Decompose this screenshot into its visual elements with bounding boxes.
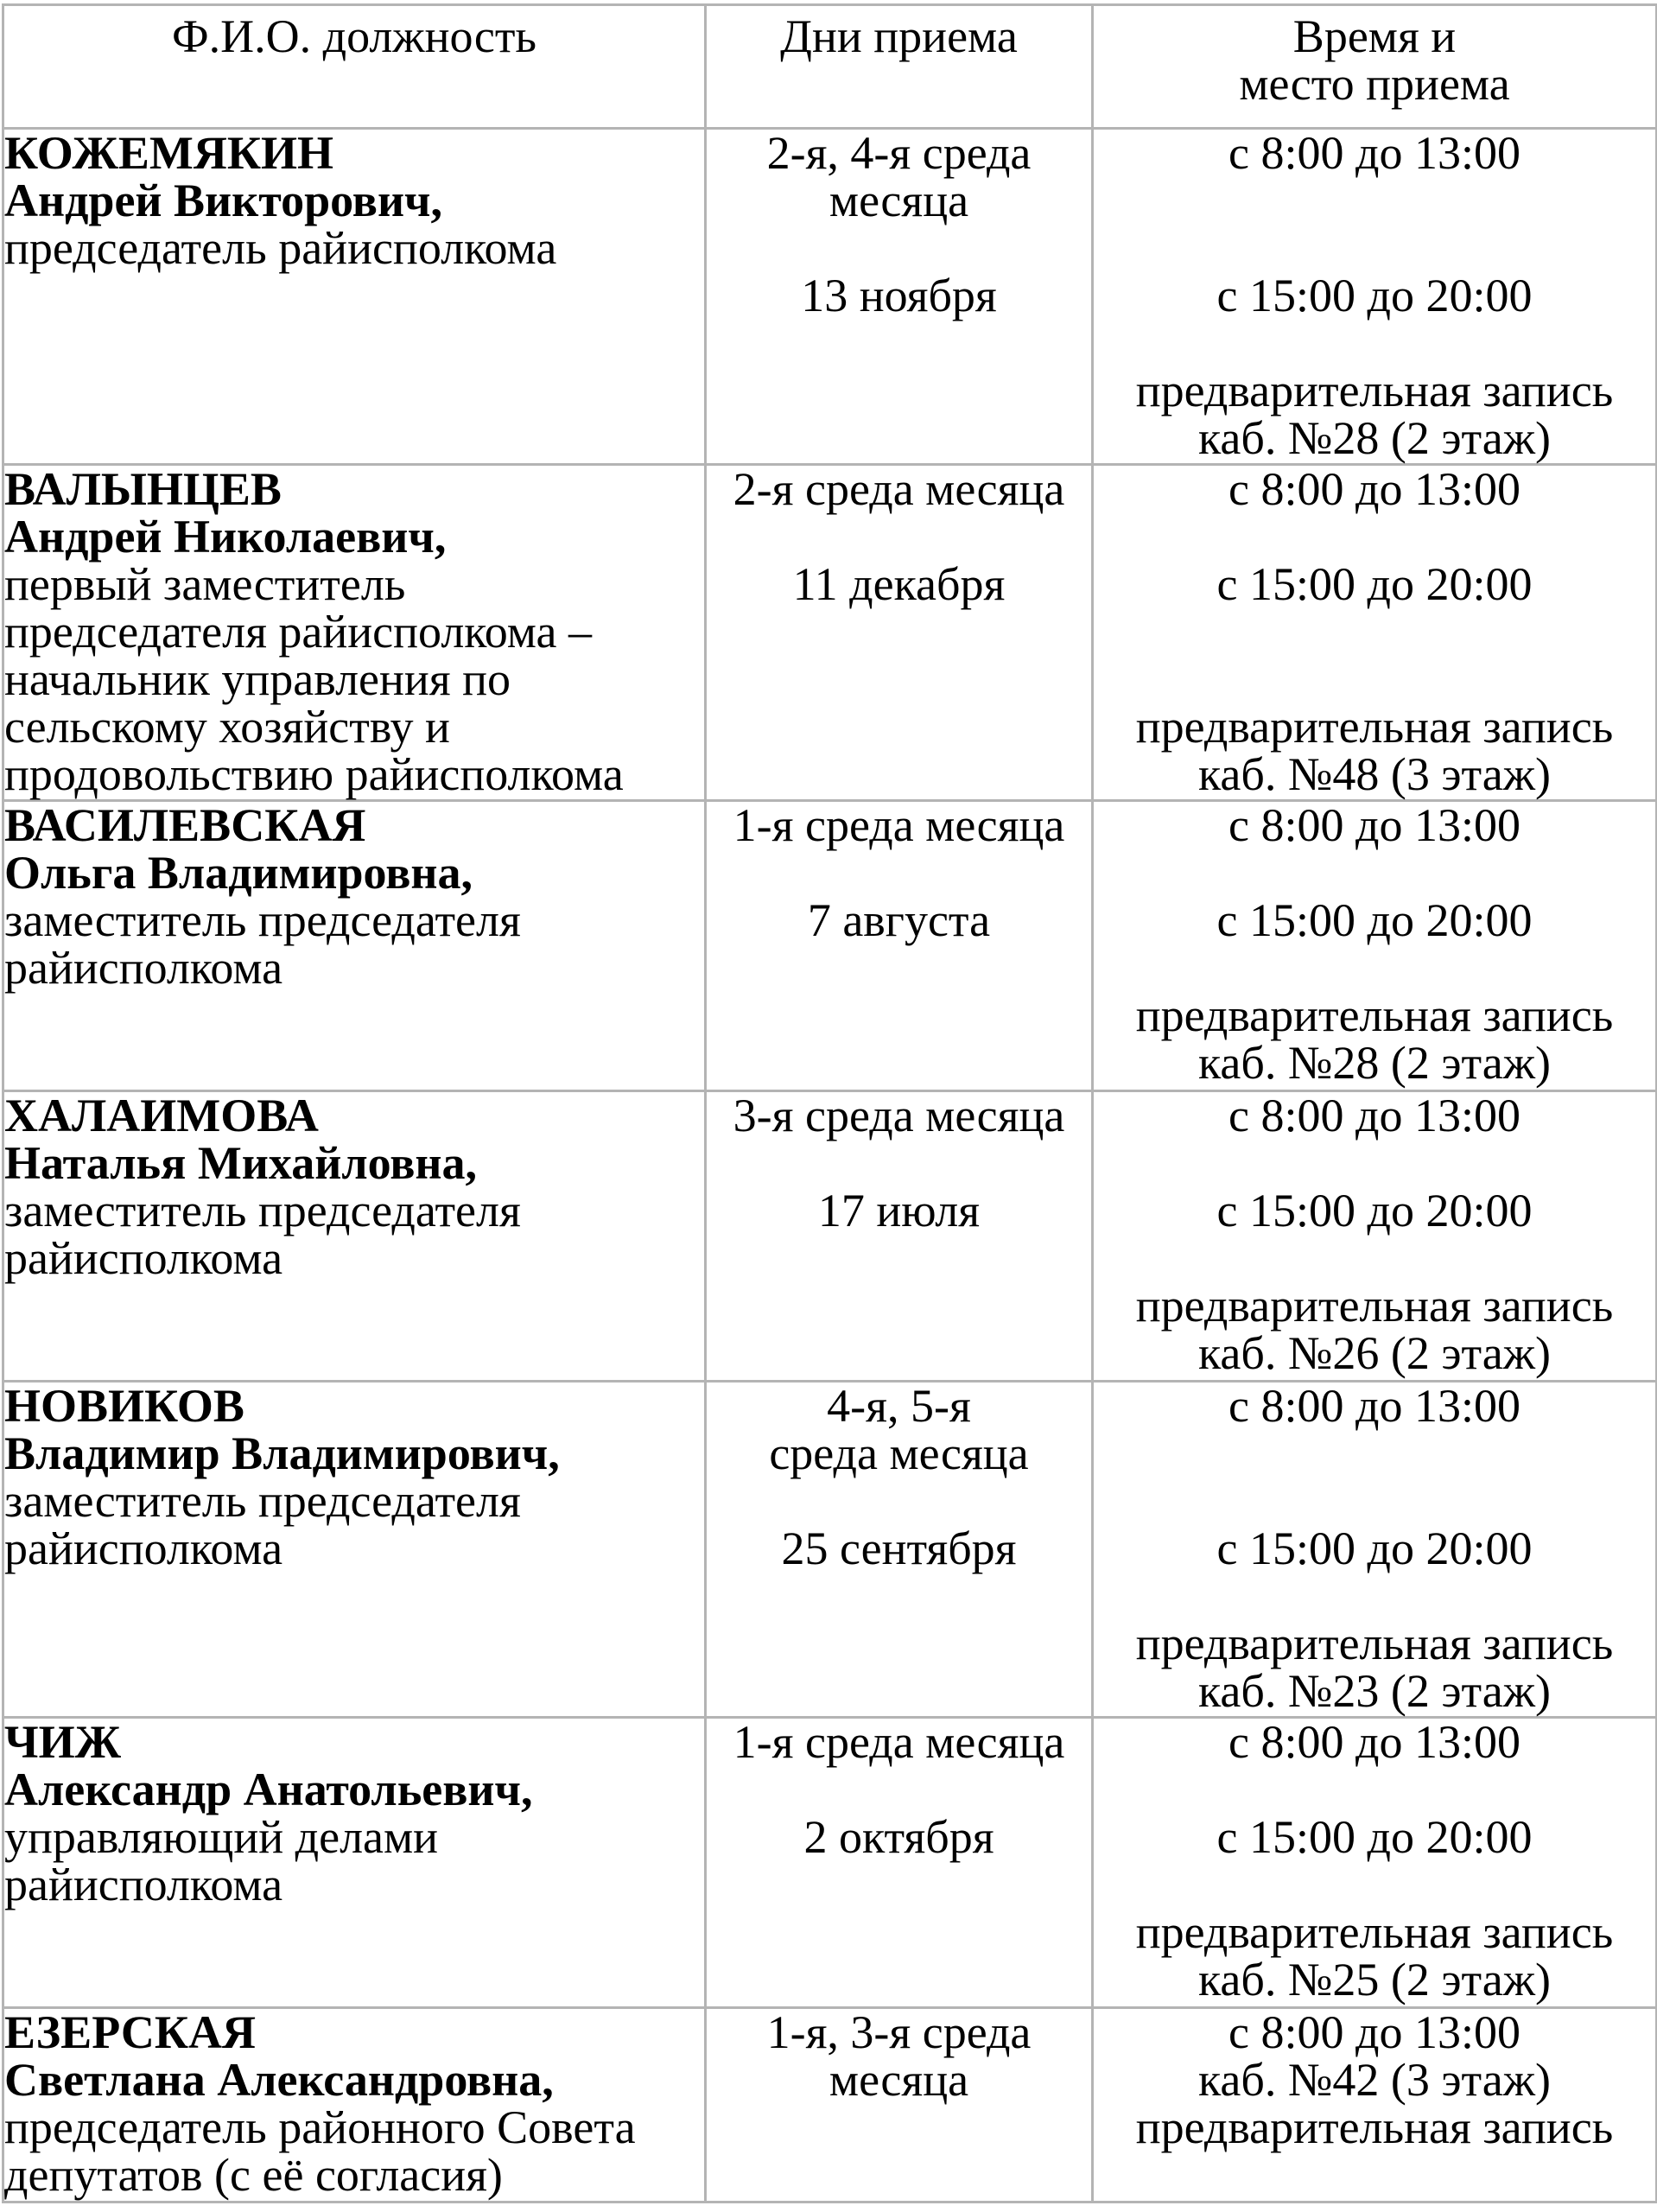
time-morning: с 8:00 до 13:00 bbox=[1228, 799, 1521, 851]
official-position: управляющий делами bbox=[4, 1811, 439, 1863]
official-cell bbox=[3, 2008, 706, 2202]
official-position: продовольствию райисполкома bbox=[4, 748, 624, 800]
table-row bbox=[3, 1382, 1657, 1718]
time-morning: с 8:00 до 13:00 bbox=[1228, 1090, 1521, 1141]
official-position: первый заместитель bbox=[4, 558, 406, 610]
reception-days-cell bbox=[706, 1091, 1093, 1382]
official-position: райисполкома bbox=[4, 1232, 283, 1284]
official-position: райисполкома bbox=[4, 1522, 283, 1574]
registration-note: предварительная запись bbox=[1135, 1280, 1614, 1332]
reception-days-text: 2-я, 4-я среда bbox=[766, 127, 1032, 179]
time-place-cell bbox=[1093, 1091, 1657, 1382]
registration-note: предварительная запись bbox=[1135, 2101, 1614, 2153]
table-row bbox=[3, 801, 1657, 1091]
reception-days-text: 1-я среда месяца bbox=[733, 1716, 1065, 1768]
official-fullname: Александр Анатольевич, bbox=[4, 1764, 533, 1815]
time-morning: с 8:00 до 13:00 bbox=[1228, 127, 1521, 179]
official-surname: ЕЗЕРСКАЯ bbox=[4, 2006, 256, 2058]
table-row bbox=[3, 465, 1657, 801]
official-fullname: Ольга Владимировна, bbox=[4, 847, 473, 899]
official-fullname: Андрей Викторович, bbox=[4, 175, 443, 226]
reception-days-text: 4-я, 5-я bbox=[827, 1380, 971, 1432]
office-room: каб. №28 (2 этаж) bbox=[1197, 1037, 1552, 1089]
official-position: сельскому хозяйству и bbox=[4, 701, 450, 753]
official-surname: НОВИКОВ bbox=[4, 1380, 244, 1432]
office-room: каб. №23 (2 этаж) bbox=[1197, 1665, 1552, 1717]
registration-note: предварительная запись bbox=[1135, 1906, 1614, 1958]
official-position: райисполкома bbox=[4, 1859, 283, 1910]
reception-days-text-2: месяца bbox=[828, 175, 969, 226]
official-cell bbox=[3, 801, 706, 1091]
registration-note: предварительная запись bbox=[1135, 365, 1614, 416]
official-cell bbox=[3, 1382, 706, 1718]
header-name-position bbox=[3, 5, 706, 129]
reception-date: 7 августа bbox=[807, 894, 991, 946]
time-evening: с 15:00 до 20:00 bbox=[1216, 270, 1533, 321]
table-row bbox=[3, 2008, 1657, 2202]
header-name-position-label: Ф.И.О. должность bbox=[171, 10, 537, 62]
reception-days-text-2: месяца bbox=[828, 2054, 969, 2106]
reception-days-text: 1-я, 3-я среда bbox=[766, 2006, 1032, 2058]
reception-date: 17 июля bbox=[817, 1185, 981, 1236]
official-surname: ВАЛЫНЦЕВ bbox=[4, 463, 282, 515]
time-place-cell bbox=[1093, 801, 1657, 1091]
official-position: райисполкома bbox=[4, 942, 283, 994]
office-room: каб. №48 (3 этаж) bbox=[1197, 748, 1552, 800]
time-morning: с 8:00 до 13:00 bbox=[1228, 2006, 1521, 2058]
reception-days-cell bbox=[706, 1382, 1093, 1718]
time-place-cell bbox=[1093, 2008, 1657, 2202]
official-fullname: Светлана Александровна, bbox=[4, 2054, 554, 2106]
time-evening: с 15:00 до 20:00 bbox=[1216, 894, 1533, 946]
reception-days-cell bbox=[706, 1718, 1093, 2008]
official-cell bbox=[3, 1091, 706, 1382]
office-room: каб. №28 (2 этаж) bbox=[1197, 412, 1552, 464]
time-place-cell bbox=[1093, 465, 1657, 801]
header-time-place-line2: место приема bbox=[1239, 58, 1510, 110]
table-header-row bbox=[3, 5, 1657, 129]
reception-days-cell bbox=[706, 465, 1093, 801]
official-fullname: Владимир Владимирович, bbox=[4, 1427, 560, 1479]
official-position: председатель районного Совета bbox=[4, 2101, 636, 2153]
header-time-place bbox=[1093, 5, 1657, 129]
time-place-cell bbox=[1093, 1718, 1657, 2008]
time-place-cell bbox=[1093, 1382, 1657, 1718]
office-room: каб. №26 (2 этаж) bbox=[1197, 1327, 1552, 1379]
official-fullname: Андрей Николаевич, bbox=[4, 511, 447, 563]
time-evening: с 15:00 до 20:00 bbox=[1216, 1185, 1533, 1236]
header-time-place-label bbox=[1094, 6, 1655, 108]
reception-days-cell bbox=[706, 801, 1093, 1091]
official-position: начальник управления по bbox=[4, 653, 511, 705]
time-morning: с 8:00 до 13:00 bbox=[1228, 463, 1521, 515]
official-surname: ХАЛАИМОВА bbox=[4, 1090, 319, 1141]
table-row bbox=[3, 129, 1657, 465]
registration-note: предварительная запись bbox=[1135, 701, 1614, 753]
header-time-place-line1: Время и bbox=[1292, 10, 1457, 62]
registration-note: предварительная запись bbox=[1135, 989, 1614, 1041]
reception-days-text: 2-я среда месяца bbox=[733, 463, 1065, 515]
official-position: заместитель председателя bbox=[4, 1185, 521, 1236]
official-surname: ЧИЖ bbox=[4, 1716, 122, 1768]
table-row bbox=[3, 1718, 1657, 2008]
time-evening: с 15:00 до 20:00 bbox=[1216, 1522, 1533, 1574]
time-morning: с 8:00 до 13:00 bbox=[1228, 1380, 1521, 1432]
reception-date: 2 октября bbox=[803, 1811, 994, 1863]
time-place-cell bbox=[1093, 129, 1657, 465]
official-cell bbox=[3, 1718, 706, 2008]
table-row bbox=[3, 1091, 1657, 1382]
reception-date: 11 декабря bbox=[792, 558, 1006, 610]
official-fullname: Наталья Михайловна, bbox=[4, 1137, 478, 1189]
official-position: заместитель председателя bbox=[4, 1475, 521, 1527]
time-evening: с 15:00 до 20:00 bbox=[1216, 558, 1533, 610]
reception-days-text: 3-я среда месяца bbox=[733, 1090, 1065, 1141]
reception-schedule-table bbox=[2, 3, 1657, 2203]
reception-days-text: 1-я среда месяца bbox=[733, 799, 1065, 851]
time-morning: с 8:00 до 13:00 bbox=[1228, 1716, 1521, 1768]
official-position: заместитель председателя bbox=[4, 894, 521, 946]
reception-date: 13 ноября bbox=[801, 270, 997, 321]
office-room: каб. №25 (2 этаж) bbox=[1197, 1954, 1552, 2005]
header-reception-days-label: Дни приема bbox=[780, 10, 1018, 62]
registration-note: предварительная запись bbox=[1135, 1618, 1614, 1669]
official-surname: ВАСИЛЕВСКАЯ bbox=[4, 799, 366, 851]
official-position: депутатов (с её согласия) bbox=[4, 2149, 503, 2201]
reception-days-text-2: среда месяца bbox=[769, 1427, 1029, 1479]
header-reception-days bbox=[706, 5, 1093, 129]
official-position: председатель райисполкома bbox=[4, 222, 557, 274]
reception-days-cell bbox=[706, 2008, 1093, 2202]
reception-days-cell bbox=[706, 129, 1093, 465]
office-room: каб. №42 (3 этаж) bbox=[1197, 2054, 1552, 2106]
reception-date: 25 сентября bbox=[781, 1522, 1017, 1574]
time-evening: с 15:00 до 20:00 bbox=[1216, 1811, 1533, 1863]
official-cell bbox=[3, 465, 706, 801]
official-position: председателя райисполкома – bbox=[4, 606, 593, 658]
official-cell bbox=[3, 129, 706, 465]
official-surname: КОЖЕМЯКИН bbox=[4, 127, 334, 179]
